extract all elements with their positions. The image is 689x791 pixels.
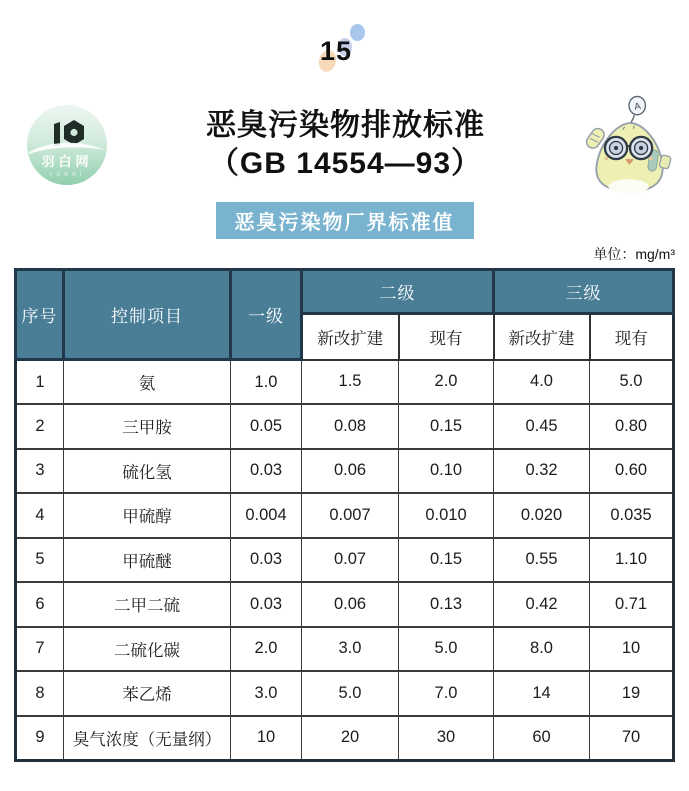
cell-seq: 3 — [16, 449, 64, 494]
cell-level1: 0.05 — [231, 404, 302, 449]
cell-l2-existing: 0.10 — [399, 449, 494, 494]
cell-l3-existing: 0.80 — [590, 404, 674, 449]
logo-name-text: 羽白网 — [41, 154, 93, 169]
cell-l3-new: 14 — [494, 671, 590, 716]
cell-seq: 5 — [16, 538, 64, 583]
cell-item: 氨 — [64, 360, 231, 405]
cell-l3-new: 0.45 — [494, 404, 590, 449]
cell-level1: 1.0 — [231, 360, 302, 405]
table-row — [16, 360, 674, 405]
cell-l2-new: 0.007 — [302, 493, 399, 538]
table-row — [16, 582, 674, 627]
cell-l2-existing: 0.13 — [399, 582, 494, 627]
cell-l3-new: 0.020 — [494, 493, 590, 538]
cell-l3-existing: 0.035 — [590, 493, 674, 538]
cell-l2-new: 5.0 — [302, 671, 399, 716]
table-row — [16, 627, 674, 672]
cell-item: 硫化氢 — [64, 449, 231, 494]
page-title — [108, 107, 583, 184]
table-row — [16, 716, 674, 761]
cell-l3-new: 0.55 — [494, 538, 590, 583]
cell-l2-new: 20 — [302, 716, 399, 761]
cell-l3-new: 8.0 — [494, 627, 590, 672]
cell-l3-new: 0.32 — [494, 449, 590, 494]
standards-table — [14, 268, 675, 762]
cell-l2-existing: 0.15 — [399, 404, 494, 449]
cell-seq: 7 — [16, 627, 64, 672]
section-banner — [216, 202, 474, 239]
cell-l2-new: 0.08 — [302, 404, 399, 449]
cell-l2-existing: 5.0 — [399, 627, 494, 672]
cell-l2-new: 3.0 — [302, 627, 399, 672]
title-line2: （GB 14554—93） — [208, 147, 483, 180]
cell-l3-existing: 5.0 — [590, 360, 674, 405]
yubai-logo — [26, 104, 108, 186]
cell-seq: 8 — [16, 671, 64, 716]
col-header-level3: 三级 — [494, 270, 674, 314]
mascot-bubble-text: A — [633, 100, 642, 113]
cell-l3-existing: 19 — [590, 671, 674, 716]
cell-seq: 1 — [16, 360, 64, 405]
cell-level1: 0.004 — [231, 493, 302, 538]
cell-l2-existing: 0.010 — [399, 493, 494, 538]
cell-l2-new: 1.5 — [302, 360, 399, 405]
cell-l2-new: 0.06 — [302, 449, 399, 494]
cell-item: 苯乙烯 — [64, 671, 231, 716]
cell-seq: 9 — [16, 716, 64, 761]
table-row — [16, 538, 674, 583]
table-row — [16, 493, 674, 538]
cell-l3-existing: 70 — [590, 716, 674, 761]
col-header-seq: 序号 — [16, 270, 64, 360]
cell-l2-existing: 7.0 — [399, 671, 494, 716]
deco-blue-dot — [350, 24, 365, 41]
col-header-l2-existing: 现有 — [399, 314, 494, 360]
cell-l3-existing: 1.10 — [590, 538, 674, 583]
cell-l3-new: 0.42 — [494, 582, 590, 627]
cell-l3-existing: 0.60 — [590, 449, 674, 494]
table-row — [16, 404, 674, 449]
col-header-item: 控制项目 — [64, 270, 231, 360]
table-row — [16, 449, 674, 494]
cell-item: 臭气浓度（无量纲） — [64, 716, 231, 761]
col-header-level2: 二级 — [302, 270, 494, 314]
page-number-strip — [0, 0, 689, 94]
cell-l2-existing: 2.0 — [399, 360, 494, 405]
cell-item: 甲硫醇 — [64, 493, 231, 538]
col-header-l3-new: 新改扩建 — [494, 314, 590, 360]
col-header-l3-existing: 现有 — [590, 314, 674, 360]
cell-level1: 2.0 — [231, 627, 302, 672]
cell-item: 二硫化碳 — [64, 627, 231, 672]
cell-l2-new: 0.07 — [302, 538, 399, 583]
col-header-level1: 一级 — [231, 270, 302, 360]
cell-seq: 6 — [16, 582, 64, 627]
cell-level1: 0.03 — [231, 449, 302, 494]
yubai-logo-icon — [26, 104, 108, 186]
page-number: 15 — [320, 36, 353, 66]
cell-l2-existing: 0.15 — [399, 538, 494, 583]
cell-item: 三甲胺 — [64, 404, 231, 449]
cell-level1: 3.0 — [231, 671, 302, 716]
table-header-row-1 — [16, 270, 674, 314]
document-header — [0, 94, 689, 196]
cell-l3-new: 60 — [494, 716, 590, 761]
title-line1: 恶臭污染物排放标准 — [206, 108, 485, 142]
section-banner-label: 恶臭污染物厂界标准值 — [234, 212, 455, 234]
cell-l3-existing: 10 — [590, 627, 674, 672]
mascot-bird — [583, 95, 677, 199]
mascot-icon — [583, 95, 677, 199]
cell-l2-existing: 30 — [399, 716, 494, 761]
unit-note: 单位：mg/m³ — [593, 246, 675, 262]
col-header-l2-new: 新改扩建 — [302, 314, 399, 360]
cell-item: 二甲二硫 — [64, 582, 231, 627]
cell-level1: 10 — [231, 716, 302, 761]
cell-level1: 0.03 — [231, 582, 302, 627]
cell-level1: 0.03 — [231, 538, 302, 583]
cell-l3-existing: 0.71 — [590, 582, 674, 627]
cell-l2-new: 0.06 — [302, 582, 399, 627]
cell-l3-new: 4.0 — [494, 360, 590, 405]
logo-subname-text: YUBAI — [48, 172, 86, 178]
cell-seq: 2 — [16, 404, 64, 449]
cell-seq: 4 — [16, 493, 64, 538]
table-row — [16, 671, 674, 716]
cell-item: 甲硫醚 — [64, 538, 231, 583]
